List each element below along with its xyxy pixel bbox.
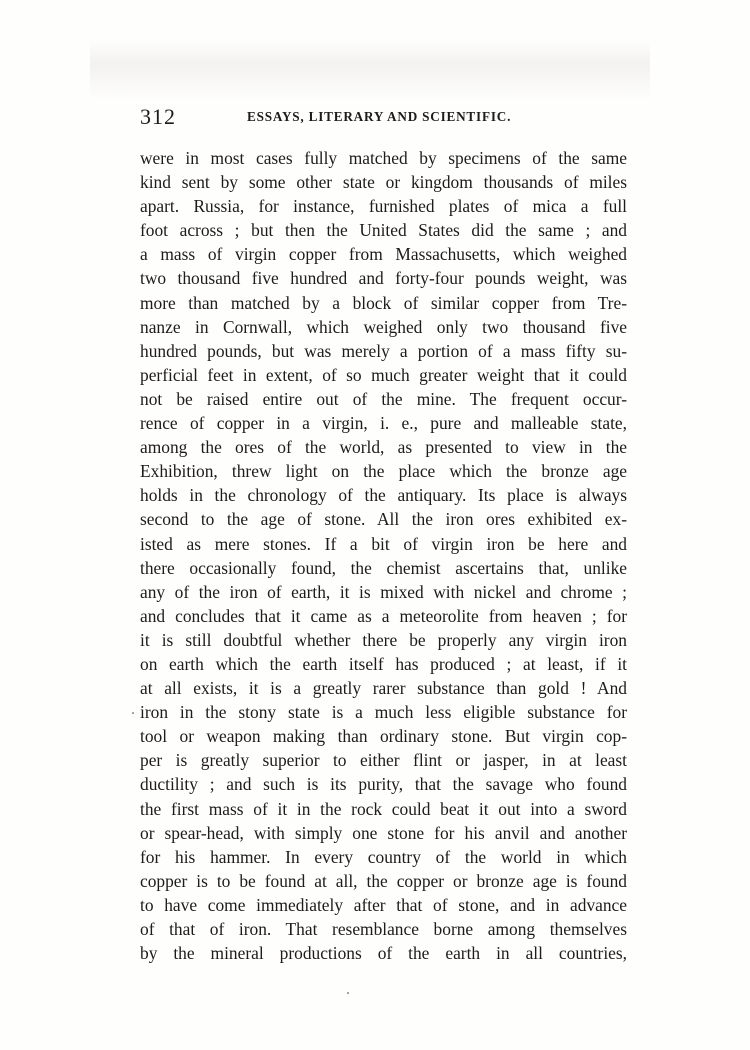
text-line: of that of iron. That resemblance borne among themselves <box>140 919 627 939</box>
text-line: second to the age of stone. All the iron ores exhibited ex- <box>140 509 627 530</box>
scan-speck <box>132 712 134 714</box>
text-line: perficial feet in extent, of so much greater weight that it could <box>140 364 627 385</box>
text-line: were in most cases fully matched by specimens of the same <box>140 148 627 168</box>
text-line: per is greatly superior to either flint or jasper, in at least <box>140 750 627 771</box>
text-line: nanze in Cornwall, which weighed only two thousand five <box>140 316 627 337</box>
text-line: not be raised entire out of the mine. The frequent occur- <box>140 388 627 409</box>
text-line: any of the iron of earth, it is mixed with nickel and chrome ; <box>140 581 627 602</box>
text-line: more than matched by a block of similar copper from Tre- <box>140 292 627 313</box>
page-number: 312 <box>140 104 176 129</box>
text-line: kind sent by some other state or kingdom thousands of miles <box>140 172 627 193</box>
running-title: ESSAYS, LITERARY AND SCIENTIFIC. <box>247 109 512 124</box>
text-line: foot across ; but then the United States did the same ; and <box>140 220 627 241</box>
text-line: apart. Russia, for instance, furnished plates of mica a full <box>140 196 627 217</box>
text-line: hundred pounds, but was merely a portion of a mass fifty su- <box>140 340 627 361</box>
text-line: on earth which the earth itself has produced ; at least, if it <box>140 653 627 674</box>
text-line: iron in the stony state is a much less eligible substance for <box>140 702 627 723</box>
text-line: tool or weapon making than ordinary stone. But virgin cop- <box>140 726 627 747</box>
text-line: or spear-head, with simply one stone for his anvil and another <box>140 822 627 843</box>
text-line: a mass of virgin copper from Massachusetts, which weighed <box>140 244 627 265</box>
text-line: the first mass of it in the rock could beat it out into a sword <box>140 798 627 819</box>
text-line: copper is to be found at all, the copper or bronze age is found <box>140 870 627 891</box>
scan-speck <box>347 992 349 994</box>
text-line: rence of copper in a virgin, i. e., pure and malleable state, <box>140 413 627 434</box>
text-line: two thousand five hundred and forty-four pounds weight, was <box>140 268 627 289</box>
text-line: holds in the chronology of the antiquary. Its place is always <box>140 485 627 506</box>
body-text <box>140 146 627 965</box>
text-line: there occasionally found, the chemist ascertains that, unlike <box>140 557 627 578</box>
text-line: and concludes that it came as a meteorolite from heaven ; for <box>140 605 627 626</box>
text-line: ductility ; and such is its purity, that the savage who found <box>140 774 627 795</box>
text-line: Exhibition, threw light on the place which the bronze age <box>140 461 627 482</box>
text-line: for his hammer. In every country of the world in which <box>140 846 627 867</box>
text-line: to have come immediately after that of stone, and in advance <box>140 894 627 915</box>
scan-shadow-band <box>90 40 650 100</box>
text-line: it is still doubtful whether there be properly any virgin iron <box>140 629 627 650</box>
text-line: among the ores of the world, as presented to view in the <box>140 437 627 458</box>
text-line: at all exists, it is a greatly rarer substance than gold ! And <box>140 678 627 699</box>
text-line: by the mineral productions of the earth in all countries, <box>140 943 627 964</box>
running-head <box>140 104 610 128</box>
text-line: isted as mere stones. If a bit of virgin iron be here and <box>140 533 627 554</box>
